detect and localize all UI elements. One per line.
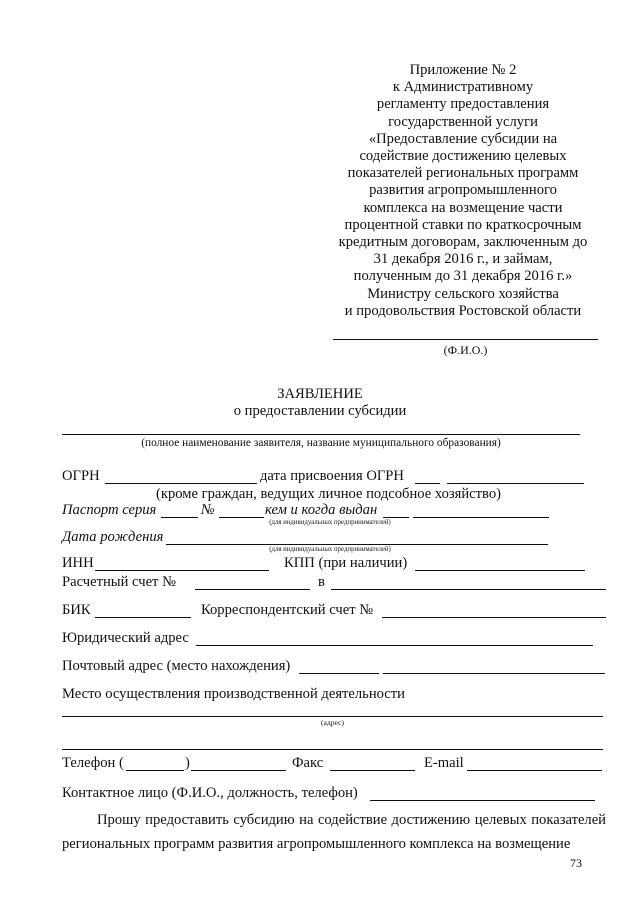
inn-field	[95, 570, 269, 571]
phone-close-paren: )	[185, 755, 190, 771]
fax-field	[330, 770, 415, 771]
ogrn-label: ОГРН	[62, 468, 100, 484]
postal-address-field-2	[383, 673, 605, 674]
phone-field	[191, 770, 286, 771]
passport-issued-field-1	[383, 517, 409, 518]
contact-field	[370, 800, 595, 801]
header-line: государственной услуги	[388, 113, 538, 130]
fax-label: Факс	[292, 755, 324, 771]
page-number: 73	[570, 856, 582, 870]
header-line: «Предоставление субсидии на	[368, 130, 558, 147]
account-label: Расчетный счет №	[62, 574, 176, 590]
header-line: к Административному	[392, 79, 534, 96]
applicant-name-line	[62, 434, 580, 435]
fio-blank-line	[333, 339, 598, 340]
email-label: E-mail	[424, 755, 464, 771]
fio-caption: (Ф.И.О.)	[443, 343, 488, 357]
passport-number-field	[219, 517, 264, 518]
bik-label: БИК	[62, 602, 91, 618]
request-paragraph: Прошу предоставить субсидию на содействие достижению целевых показателей региональных программ развития агропромышленного комплекса на возмещение	[62, 812, 606, 852]
ogrn-note: (кроме граждан, ведущих личное подсобное хозяйство)	[156, 486, 501, 502]
bank-name-field	[331, 589, 606, 590]
activity-address-field	[62, 716, 603, 717]
bik-field	[95, 617, 191, 618]
ogrn-date-day-field	[415, 483, 440, 484]
activity-place-label: Место осуществления производственной деятельности	[62, 686, 405, 702]
header-line: содействие достижению целевых	[359, 148, 567, 165]
header-line: кредитным договорам, заключенным до	[338, 234, 588, 251]
header-line: 31 декабря 2016 г., и займам,	[373, 251, 553, 268]
postal-address-field-1	[299, 673, 379, 674]
legal-address-field	[196, 645, 593, 646]
ogrn-date-label: дата присвоения ОГРН	[260, 468, 404, 484]
header-line: Министру сельского хозяйства	[367, 285, 559, 302]
ogrn-field	[105, 483, 257, 484]
passport-issued-label: кем и когда выдан	[265, 502, 378, 518]
contact-label: Контактное лицо (Ф.И.О., должность, телефон)	[62, 785, 358, 801]
email-field	[467, 770, 602, 771]
kpp-label: КПП (при наличии)	[284, 555, 408, 571]
postal-address-label: Почтовый адрес (место нахождения)	[62, 658, 291, 674]
passport-series-field	[161, 517, 198, 518]
passport-issued-field-2	[413, 517, 549, 518]
kpp-field	[415, 570, 585, 571]
header-line: Приложение № 2	[409, 62, 517, 78]
annex-header	[318, 62, 608, 320]
legal-address-label: Юридический адрес	[62, 630, 189, 646]
header-line: полученным до 31 декабря 2016 г.»	[353, 268, 573, 285]
header-line: показателей региональных программ	[347, 165, 579, 182]
phone-code-field	[126, 770, 184, 771]
phone-label: Телефон (	[62, 755, 124, 771]
header-line: регламенту предоставления	[376, 96, 550, 113]
document-subtitle: о предоставлении субсидии	[233, 403, 407, 419]
ip-note-2: (для индивидуальных предпринимателей)	[269, 546, 391, 553]
corr-account-label: Корреспондентский счет №	[201, 602, 374, 618]
ip-note-1: (для индивидуальных предпринимателей)	[269, 519, 391, 526]
inn-label: ИНН	[62, 555, 94, 571]
applicant-caption: (полное наименование заявителя, название муниципального образования)	[141, 437, 501, 449]
bank-in-label: в	[318, 574, 325, 590]
account-field	[195, 589, 310, 590]
header-line: и продовольствия Ростовской области	[344, 302, 582, 319]
header-line: процентной ставки по краткосрочным	[344, 216, 582, 233]
passport-number-label: №	[201, 502, 215, 518]
passport-series-label: Паспорт серия	[62, 502, 157, 518]
activity-address-field-2	[62, 749, 603, 750]
header-line: развития агропромышленного	[369, 182, 557, 199]
ogrn-date-field	[447, 483, 584, 484]
document-title: ЗАЯВЛЕНИЕ	[277, 386, 363, 402]
birth-date-field	[166, 544, 548, 545]
birth-date-label: Дата рождения	[62, 529, 164, 545]
corr-account-field	[382, 617, 606, 618]
header-line: комплекса на возмещение части	[363, 199, 563, 216]
address-caption: (адрес)	[320, 718, 345, 727]
